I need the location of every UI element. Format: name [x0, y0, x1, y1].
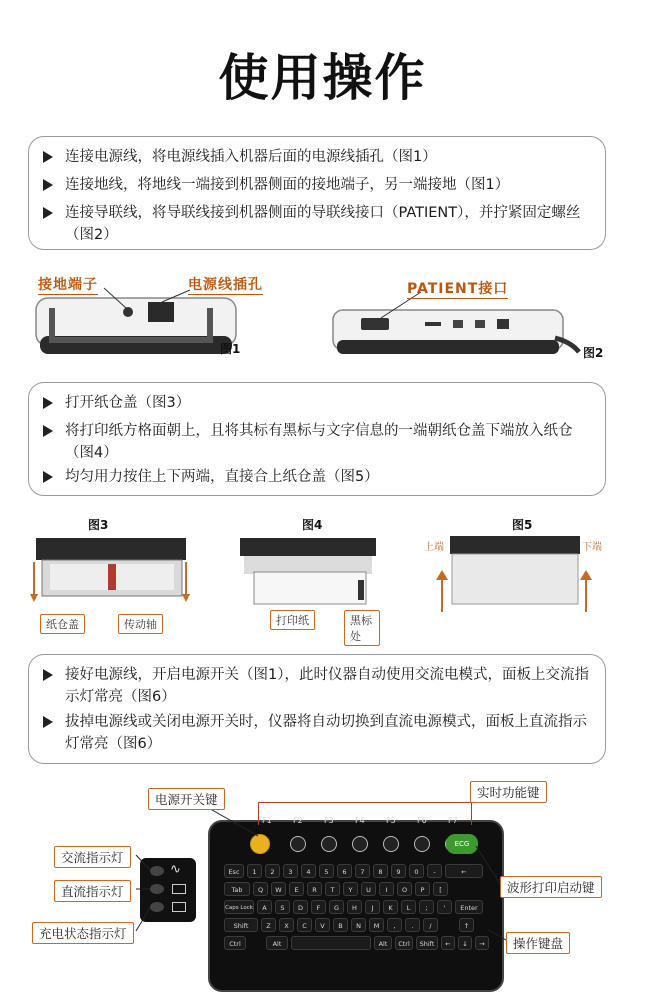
figure-1-caption: 图1 — [220, 342, 241, 356]
key[interactable]: 7 — [355, 864, 370, 878]
key[interactable]: 1 — [247, 864, 262, 878]
figure-4-paper-loading — [240, 538, 380, 643]
bullet-triangle-icon — [43, 716, 53, 728]
key[interactable]: O — [397, 882, 412, 896]
patient-port-label: PATIENT接口 — [407, 278, 508, 299]
key[interactable]: C — [297, 918, 312, 932]
ac-symbol-icon: ∿ — [170, 862, 181, 877]
key[interactable]: 2 — [265, 864, 280, 878]
key-enter[interactable]: Enter — [455, 900, 483, 914]
ground-terminal-label: 接地端子 — [38, 274, 98, 295]
key[interactable]: R — [307, 882, 322, 896]
key[interactable]: D — [293, 900, 308, 914]
key-backspace[interactable]: ← — [445, 864, 483, 878]
step-dc-mode: 拔掉电源线或关闭电源开关时，仪器将自动切换到直流电源模式，面板上直流指示灯常亮（图6） — [43, 711, 589, 755]
key-arrow-right[interactable]: → — [475, 936, 489, 950]
key[interactable]: V — [315, 918, 330, 932]
key-shift-left[interactable]: Shift — [224, 918, 258, 932]
fkey-label: F1 — [262, 816, 272, 825]
fkey-label: F3 — [324, 816, 334, 825]
key-alt-left[interactable]: Alt — [266, 936, 288, 950]
key[interactable]: Q — [253, 882, 268, 896]
key[interactable]: Y — [343, 882, 358, 896]
figure-3-caption: 图3 — [88, 518, 109, 532]
ac-indicator-callout: 交流指示灯 — [54, 846, 131, 868]
key[interactable]: ' — [437, 900, 452, 914]
key[interactable]: T — [325, 882, 340, 896]
waveform-print-start-callout: 波形打印启动键 — [500, 876, 602, 898]
key[interactable]: 5 — [319, 864, 334, 878]
figure-2-caption: 图2 — [583, 346, 604, 360]
key[interactable]: ; — [419, 900, 434, 914]
key[interactable]: B — [333, 918, 348, 932]
figure-4-caption: 图4 — [302, 518, 323, 532]
key[interactable]: I — [379, 882, 394, 896]
key[interactable]: , — [387, 918, 402, 932]
key[interactable]: . — [405, 918, 420, 932]
instruction-box-connections — [28, 136, 606, 250]
key-arrow-up[interactable]: ↑ — [459, 918, 474, 932]
instruction-box-paper — [28, 382, 606, 496]
power-switch-key-callout: 电源开关键 — [148, 788, 225, 810]
operation-keyboard-callout: 操作键盘 — [506, 932, 570, 954]
figure-5-caption: 图5 — [512, 518, 533, 532]
bottom-end-label: 下端 — [582, 542, 602, 553]
key[interactable]: N — [351, 918, 366, 932]
charge-indicator-callout: 充电状态指示灯 — [32, 922, 134, 944]
step-lead-wire: 连接导联线，将导联线接到机器侧面的导联线接口（PATIENT），并拧紧固定螺丝（图2） — [43, 202, 589, 246]
key-arrow-left[interactable]: ← — [441, 936, 455, 950]
key[interactable]: Z — [261, 918, 276, 932]
bullet-triangle-icon — [43, 471, 53, 483]
instruction-box-power-mode — [28, 654, 606, 764]
control-panel-figure — [0, 780, 645, 995]
key[interactable]: M — [369, 918, 384, 932]
step-insert-paper: 将打印纸方格面朝上，且将其标有黑标与文字信息的一端朝纸仓盖下端放入纸仓（图4） — [43, 420, 589, 464]
key[interactable]: / — [423, 918, 438, 932]
key[interactable]: 3 — [283, 864, 298, 878]
key[interactable]: 8 — [373, 864, 388, 878]
bullet-triangle-icon — [43, 397, 53, 409]
fkey-label: F6 — [417, 816, 427, 825]
step-ground-wire: 连接地线，将地线一端接到机器侧面的接地端子，另一端接地（图1） — [43, 174, 589, 196]
power-socket-label: 电源线插孔 — [188, 274, 263, 295]
step-close-cover: 均匀用力按住上下两端，直接合上纸仓盖（图5） — [43, 466, 589, 488]
key[interactable]: G — [329, 900, 344, 914]
fkey-label: F2 — [293, 816, 303, 825]
realtime-function-keys-callout: 实时功能键 — [470, 781, 547, 803]
key-tab[interactable]: Tab — [224, 882, 250, 896]
key[interactable]: S — [275, 900, 290, 914]
step-ac-mode: 接好电源线，开启电源开关（图1），此时仪器自动使用交流电模式，面板上交流指示灯常亮（图6） — [43, 664, 589, 708]
key[interactable]: 0 — [409, 864, 424, 878]
key-ctrl-left[interactable]: Ctrl — [224, 936, 246, 950]
key-arrow-down[interactable]: ↓ — [458, 936, 472, 950]
bullet-triangle-icon — [43, 425, 53, 437]
fkey-label: F4 — [355, 816, 365, 825]
fkey-label: F7 — [448, 816, 458, 825]
print-paper-tag: 打印纸 — [270, 610, 315, 630]
figure-3-paper-compartment — [30, 538, 190, 630]
key-shift-right[interactable]: Shift — [416, 936, 438, 950]
key[interactable]: [ — [433, 882, 448, 896]
drive-shaft-tag: 传动轴 — [118, 614, 163, 634]
bullet-triangle-icon — [43, 179, 53, 191]
bullet-triangle-icon — [43, 207, 53, 219]
key[interactable]: E — [289, 882, 304, 896]
black-mark-tag: 黑标处 — [344, 610, 380, 646]
step-power-cable: 连接电源线，将电源线插入机器后面的电源线插孔（图1） — [43, 146, 589, 168]
key[interactable]: W — [271, 882, 286, 896]
bullet-triangle-icon — [43, 669, 53, 681]
figure-1-device-side — [30, 268, 270, 360]
bullet-triangle-icon — [43, 151, 53, 163]
key[interactable]: H — [347, 900, 362, 914]
key[interactable]: F — [311, 900, 326, 914]
key[interactable]: U — [361, 882, 376, 896]
key-caps-lock[interactable]: Caps Lock — [224, 900, 254, 914]
step-open-cover: 打开纸仓盖（图3） — [43, 392, 589, 414]
key[interactable]: L — [401, 900, 416, 914]
key[interactable]: 4 — [301, 864, 316, 878]
top-end-label: 上端 — [424, 542, 444, 553]
key[interactable]: J — [365, 900, 380, 914]
key[interactable]: A — [257, 900, 272, 914]
key[interactable]: - — [427, 864, 442, 878]
key[interactable]: X — [279, 918, 294, 932]
ecg-key-label: ECG — [454, 840, 470, 848]
key[interactable]: 9 — [391, 864, 406, 878]
figure-5-closing-cover — [420, 536, 610, 616]
key[interactable]: K — [383, 900, 398, 914]
paper-cover-tag: 纸仓盖 — [40, 614, 85, 634]
key[interactable]: 6 — [337, 864, 352, 878]
key[interactable]: P — [415, 882, 430, 896]
key-esc[interactable]: Esc — [224, 864, 244, 878]
key-ctrl-right[interactable]: Ctrl — [395, 936, 413, 950]
page-title: 使用操作 — [218, 49, 427, 107]
figure-2-device-side — [325, 276, 625, 366]
dc-indicator-callout: 直流指示灯 — [54, 880, 131, 902]
fkey-label: F5 — [386, 816, 396, 825]
key-alt-right[interactable]: Alt — [374, 936, 392, 950]
